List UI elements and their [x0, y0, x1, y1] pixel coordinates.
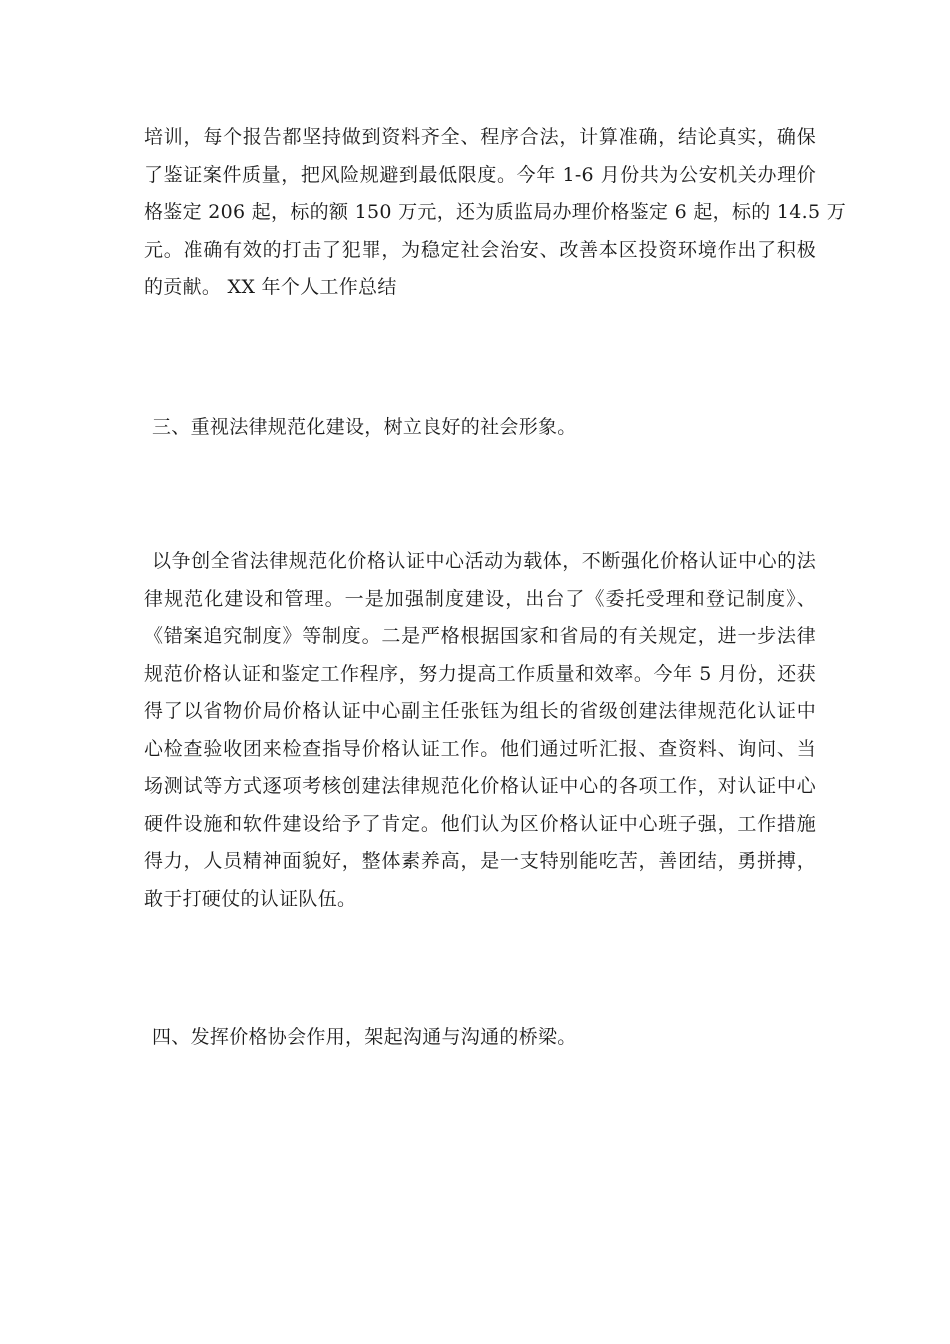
text-line: 元。准确有效的打击了犯罪，为稳定社会治安、改善本区投资环境作出了积极: [144, 238, 816, 261]
text-line: 得力，人员精神面貌好，整体素养高，是一支特别能吃苦，善团结，勇拼搏，: [144, 850, 816, 872]
section-heading-three: 三、重视法律规范化建设，树立良好的社会形象。: [152, 416, 577, 438]
paragraph-pricing-appraisal: [144, 119, 847, 307]
text-line: 心检查验收团来检查指导价格认证工作。他们通过听汇报、查资料、询问、当: [144, 737, 816, 760]
text-line: 《错案追究制度》等制度。二是严格根据国家和省局的有关规定，进一步法律: [144, 625, 816, 647]
text-line: 敢于打硬仗的认证队伍。: [144, 887, 357, 910]
text-line: 的贡献。 XX 年个人工作总结: [144, 276, 397, 298]
text-line: 硬件设施和软件建设给予了肯定。他们认为区价格认证中心班子强，工作措施: [144, 812, 816, 835]
text-line: 培训，每个报告都坚持做到资料齐全、程序合法，计算准确，结论真实，确保: [144, 126, 816, 148]
text-line: 了鉴证案件质量，把风险规避到最低限度。今年 1-6 月份共为公安机关办理价: [144, 163, 816, 186]
paragraph-legal-standardization: [144, 543, 816, 918]
text-line: 得了以省物价局价格认证中心副主任张钰为组长的省级创建法律规范化认证中: [144, 700, 816, 722]
text-line: 律规范化建设和管理。一是加强制度建设，出台了《委托受理和登记制度》、: [144, 587, 816, 610]
text-line: 规范价格认证和鉴定工作程序，努力提高工作质量和效率。今年 5 月份，还获: [144, 662, 816, 685]
text-line: 格鉴定 206 起，标的额 150 万元，还为质监局办理价格鉴定 6 起，标的 14.5 万: [144, 201, 847, 223]
text-line: 以争创全省法律规范化价格认证中心活动为载体，不断强化价格认证中心的法: [152, 550, 816, 572]
text-line: 场测试等方式逐项考核创建法律规范化价格认证中心的各项工作，对认证中心: [144, 775, 816, 797]
section-heading-four: 四、发挥价格协会作用，架起沟通与沟通的桥梁。: [152, 1026, 577, 1048]
